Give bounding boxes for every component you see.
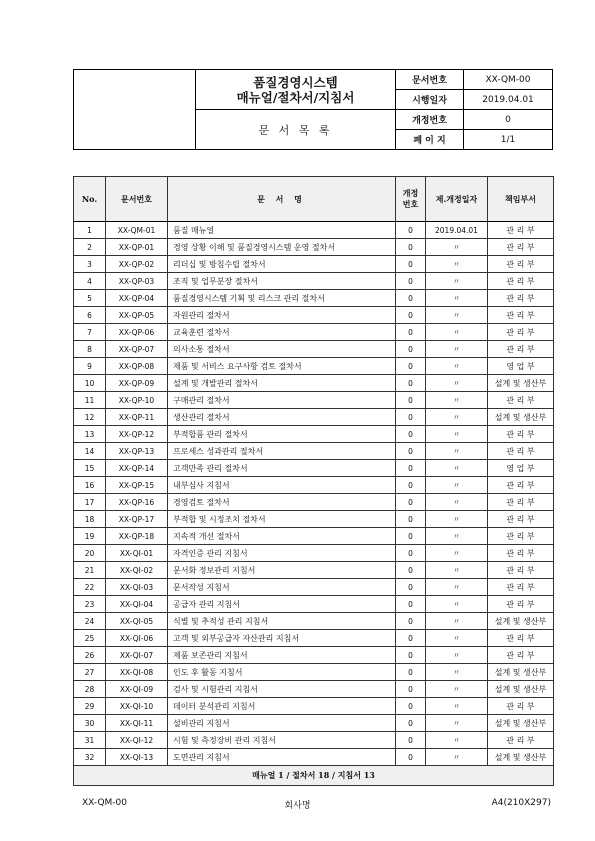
col-header-no: No. [74,177,106,222]
row-revision: 0 [396,222,426,239]
row-revision: 0 [396,375,426,392]
table-row [74,511,554,528]
row-revision: 0 [396,324,426,341]
row-number: 11 [74,392,106,409]
row-date: 〃 [426,460,488,477]
row-date: 〃 [426,681,488,698]
row-dept: 관 리 부 [488,511,554,528]
row-doc-name: 품질 매뉴얼 [168,222,396,239]
row-revision: 0 [396,494,426,511]
table-row [74,732,554,749]
doc-number-value: XX-QM-00 [464,70,553,90]
footer-company-name: 회사명 [284,801,311,811]
row-doc-number: XX-QI-02 [106,562,168,579]
row-number: 24 [74,613,106,630]
row-doc-number: XX-QI-05 [106,613,168,630]
row-date: 〃 [426,307,488,324]
row-doc-name: 리더십 및 방침수립 절차서 [168,256,396,273]
document-header [73,69,553,150]
col-header-revision-line-2: 번호 [402,199,419,209]
row-dept: 관 리 부 [488,239,554,256]
row-doc-number: XX-QI-03 [106,579,168,596]
row-date: 〃 [426,630,488,647]
row-number: 29 [74,698,106,715]
row-number: 5 [74,290,106,307]
table-row [74,630,554,647]
col-header-doc-name: 문 서 명 [168,177,396,222]
row-date: 〃 [426,698,488,715]
row-revision: 0 [396,562,426,579]
title-line-1: 품질경영시스템 [253,74,338,90]
row-dept: 관 리 부 [488,290,554,307]
row-dept: 관 리 부 [488,494,554,511]
row-dept: 관 리 부 [488,528,554,545]
row-doc-name: 문서작성 지침서 [168,579,396,596]
row-date: 〃 [426,239,488,256]
table-row [74,307,554,324]
row-doc-number: XX-QI-04 [106,596,168,613]
document-title [196,70,396,110]
row-doc-name: 제품 및 서비스 요구사항 검토 절차서 [168,358,396,375]
row-dept: 관 리 부 [488,426,554,443]
row-doc-number: XX-QP-13 [106,443,168,460]
row-doc-name: 검사 및 시험관리 지침서 [168,681,396,698]
doc-number-label: 문서번호 [396,70,464,90]
row-dept: 관 리 부 [488,341,554,358]
row-revision: 0 [396,698,426,715]
row-doc-number: XX-QP-02 [106,256,168,273]
row-number: 9 [74,358,106,375]
row-revision: 0 [396,443,426,460]
row-dept: 관 리 부 [488,273,554,290]
row-doc-name: 설계 및 개발관리 절차서 [168,375,396,392]
table-row [74,239,554,256]
row-date: 〃 [426,613,488,630]
row-date: 〃 [426,273,488,290]
row-dept: 관 리 부 [488,256,554,273]
page-label: 페 이 지 [396,130,464,150]
table-row [74,749,554,766]
row-doc-name: 교육훈련 절차서 [168,324,396,341]
row-dept: 설계 및 생산부 [488,613,554,630]
footer-doc-number: XX-QM-00 [82,798,128,808]
row-doc-number: XX-QP-01 [106,239,168,256]
row-number: 30 [74,715,106,732]
row-doc-name: 생산관리 절차서 [168,409,396,426]
row-date: 〃 [426,562,488,579]
row-date: 〃 [426,290,488,307]
table-row [74,443,554,460]
table-row [74,409,554,426]
table-row [74,562,554,579]
row-number: 17 [74,494,106,511]
revision-label: 개정번호 [396,110,464,130]
row-number: 21 [74,562,106,579]
row-doc-name: 시험 및 측정장비 관리 지침서 [168,732,396,749]
row-number: 10 [74,375,106,392]
row-doc-name: 공급자 관리 지침서 [168,596,396,613]
row-doc-name: 조직 및 업무분장 절차서 [168,273,396,290]
col-header-doc-number: 문서번호 [106,177,168,222]
row-date: 2019.04.01 [426,222,488,239]
row-number: 15 [74,460,106,477]
row-revision: 0 [396,596,426,613]
col-header-revision [396,177,426,222]
row-number: 26 [74,647,106,664]
row-doc-name: 경영검토 절차서 [168,494,396,511]
row-doc-number: XX-QP-06 [106,324,168,341]
row-date: 〃 [426,477,488,494]
row-doc-name: 내부심사 지침서 [168,477,396,494]
row-number: 7 [74,324,106,341]
row-date: 〃 [426,715,488,732]
row-doc-number: XX-QI-13 [106,749,168,766]
row-number: 22 [74,579,106,596]
row-doc-number: XX-QI-12 [106,732,168,749]
row-doc-name: 부적합 및 시정조치 절차서 [168,511,396,528]
row-dept: 설계 및 생산부 [488,749,554,766]
table-row [74,647,554,664]
table-body [74,222,554,766]
row-doc-number: XX-QI-09 [106,681,168,698]
row-number: 16 [74,477,106,494]
row-dept: 설계 및 생산부 [488,681,554,698]
document-subtitle: 문 서 목 록 [196,110,396,150]
row-dept: 관 리 부 [488,392,554,409]
row-number: 12 [74,409,106,426]
row-date: 〃 [426,256,488,273]
row-dept: 관 리 부 [488,732,554,749]
row-dept: 관 리 부 [488,307,554,324]
row-doc-name: 고객 및 외부공급자 자산관리 지침서 [168,630,396,647]
row-date: 〃 [426,409,488,426]
row-number: 4 [74,273,106,290]
row-doc-name: 식별 및 추적성 관리 지침서 [168,613,396,630]
table-row [74,426,554,443]
row-doc-number: XX-QP-14 [106,460,168,477]
row-doc-number: XX-QP-09 [106,375,168,392]
row-doc-number: XX-QI-08 [106,664,168,681]
row-number: 31 [74,732,106,749]
title-line-2: 매뉴얼/절차서/지침서 [236,89,355,105]
row-number: 23 [74,596,106,613]
table-row [74,341,554,358]
row-doc-name: 고객만족 관리 절차서 [168,460,396,477]
row-revision: 0 [396,392,426,409]
row-revision: 0 [396,477,426,494]
table-row [74,613,554,630]
table-row [74,596,554,613]
row-revision: 0 [396,460,426,477]
row-doc-name: 프로세스 성과관리 절차서 [168,443,396,460]
row-doc-name: 의사소통 절차서 [168,341,396,358]
row-doc-name: 문서화 정보관리 지침서 [168,562,396,579]
row-revision: 0 [396,273,426,290]
row-doc-number: XX-QP-17 [106,511,168,528]
table-row [74,664,554,681]
table-row [74,256,554,273]
table-summary: 매뉴얼 1 / 절차서 18 / 지침서 13 [74,766,554,786]
row-date: 〃 [426,443,488,460]
row-date: 〃 [426,545,488,562]
row-revision: 0 [396,630,426,647]
row-dept: 관 리 부 [488,698,554,715]
col-header-date: 제.개정일자 [426,177,488,222]
row-dept: 관 리 부 [488,596,554,613]
row-revision: 0 [396,732,426,749]
row-doc-number: XX-QP-05 [106,307,168,324]
table-row [74,715,554,732]
table-row [74,477,554,494]
row-revision: 0 [396,426,426,443]
table-row [74,358,554,375]
table-row [74,545,554,562]
row-doc-number: XX-QI-07 [106,647,168,664]
row-date: 〃 [426,426,488,443]
row-revision: 0 [396,579,426,596]
table-row [74,324,554,341]
row-doc-number: XX-QP-12 [106,426,168,443]
row-dept: 관 리 부 [488,562,554,579]
row-date: 〃 [426,579,488,596]
row-revision: 0 [396,256,426,273]
row-revision: 0 [396,749,426,766]
row-revision: 0 [396,647,426,664]
row-doc-number: XX-QI-01 [106,545,168,562]
row-doc-number: XX-QP-15 [106,477,168,494]
table-row [74,392,554,409]
table-row [74,375,554,392]
row-revision: 0 [396,341,426,358]
row-revision: 0 [396,715,426,732]
row-doc-name: 데이터 분석관리 지침서 [168,698,396,715]
row-date: 〃 [426,324,488,341]
row-date: 〃 [426,596,488,613]
row-dept: 관 리 부 [488,222,554,239]
row-date: 〃 [426,494,488,511]
row-number: 6 [74,307,106,324]
row-doc-number: XX-QP-16 [106,494,168,511]
row-number: 25 [74,630,106,647]
row-dept: 설계 및 생산부 [488,664,554,681]
row-dept: 설계 및 생산부 [488,715,554,732]
row-doc-name: 도면관리 지침서 [168,749,396,766]
row-dept: 관 리 부 [488,443,554,460]
row-date: 〃 [426,749,488,766]
row-number: 13 [74,426,106,443]
row-doc-name: 인도 후 활동 지침서 [168,664,396,681]
effective-date-value: 2019.04.01 [464,90,553,110]
row-doc-number: XX-QI-11 [106,715,168,732]
row-doc-number: XX-QM-01 [106,222,168,239]
row-doc-name: 제품 보존관리 지침서 [168,647,396,664]
row-number: 20 [74,545,106,562]
row-revision: 0 [396,528,426,545]
col-header-dept: 책임부서 [488,177,554,222]
footer-paper-size: A4(210X297) [491,798,551,808]
row-revision: 0 [396,239,426,256]
row-number: 27 [74,664,106,681]
row-dept: 영 업 부 [488,460,554,477]
row-revision: 0 [396,545,426,562]
row-doc-number: XX-QP-07 [106,341,168,358]
row-doc-name: 부적합품 관리 절차서 [168,426,396,443]
table-row [74,579,554,596]
row-number: 32 [74,749,106,766]
row-doc-number: XX-QP-10 [106,392,168,409]
row-date: 〃 [426,647,488,664]
row-revision: 0 [396,511,426,528]
row-dept: 관 리 부 [488,324,554,341]
revision-value: 0 [464,110,553,130]
row-revision: 0 [396,290,426,307]
row-date: 〃 [426,375,488,392]
row-doc-name: 경영 상황 이해 및 품질경영시스템 운영 절차서 [168,239,396,256]
effective-date-label: 시행일자 [396,90,464,110]
row-doc-name: 품질경영시스템 기획 및 리스크 관리 절차서 [168,290,396,307]
row-number: 14 [74,443,106,460]
table-row [74,273,554,290]
row-doc-number: XX-QP-11 [106,409,168,426]
row-revision: 0 [396,613,426,630]
document-list-table [73,176,554,786]
table-row [74,681,554,698]
row-dept: 설계 및 생산부 [488,375,554,392]
row-number: 18 [74,511,106,528]
row-doc-number: XX-QP-04 [106,290,168,307]
row-date: 〃 [426,664,488,681]
row-doc-name: 자격인증 관리 지침서 [168,545,396,562]
row-doc-number: XX-QI-10 [106,698,168,715]
table-row [74,528,554,545]
row-date: 〃 [426,392,488,409]
page-value: 1/1 [464,130,553,150]
table-row [74,290,554,307]
row-doc-name: 지속적 개선 절차서 [168,528,396,545]
row-doc-name: 구매관리 절차서 [168,392,396,409]
row-date: 〃 [426,511,488,528]
col-header-revision-line-1: 개정 [402,188,419,198]
row-number: 8 [74,341,106,358]
row-dept: 관 리 부 [488,579,554,596]
row-number: 19 [74,528,106,545]
table-row [74,460,554,477]
row-dept: 관 리 부 [488,630,554,647]
row-date: 〃 [426,528,488,545]
logo-area [74,70,196,150]
row-revision: 0 [396,681,426,698]
row-number: 1 [74,222,106,239]
table-row [74,494,554,511]
row-revision: 0 [396,358,426,375]
table-row [74,698,554,715]
row-revision: 0 [396,664,426,681]
row-dept: 영 업 부 [488,358,554,375]
row-number: 3 [74,256,106,273]
row-dept: 설계 및 생산부 [488,409,554,426]
row-doc-number: XX-QP-18 [106,528,168,545]
row-doc-number: XX-QP-03 [106,273,168,290]
row-number: 2 [74,239,106,256]
row-doc-number: XX-QI-06 [106,630,168,647]
row-number: 28 [74,681,106,698]
row-doc-name: 설비관리 지침서 [168,715,396,732]
row-date: 〃 [426,732,488,749]
row-dept: 관 리 부 [488,647,554,664]
row-doc-number: XX-QP-08 [106,358,168,375]
row-revision: 0 [396,307,426,324]
row-doc-name: 자원관리 절차서 [168,307,396,324]
row-date: 〃 [426,341,488,358]
row-revision: 0 [396,409,426,426]
table-row [74,222,554,239]
row-date: 〃 [426,358,488,375]
row-dept: 관 리 부 [488,477,554,494]
row-dept: 관 리 부 [488,545,554,562]
